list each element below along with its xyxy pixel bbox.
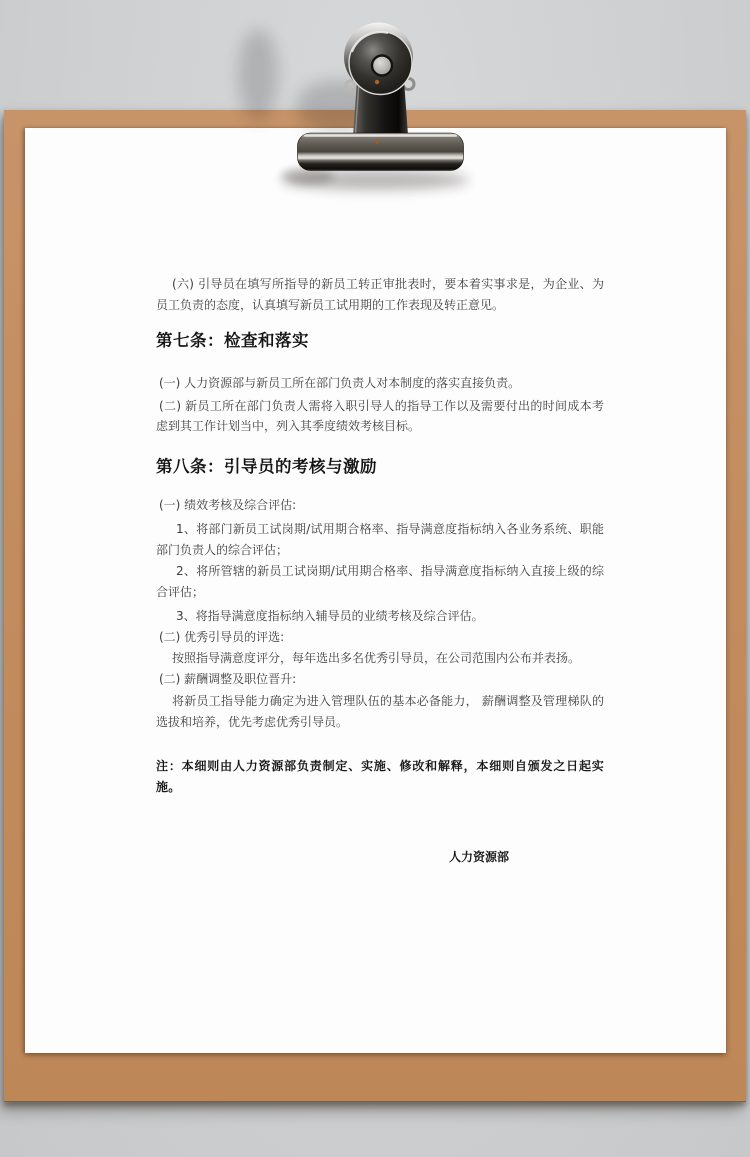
- article8-item-2: (二) 优秀引导员的评选:: [159, 629, 285, 644]
- clip-wall-shadow: [238, 29, 278, 121]
- article7-item-2: (二) 新员工所在部门负责人需将入职引导人的指导工作以及需要付出的时间成本考虑到其工作计划当中，列入其季度绩效考核目标。: [156, 398, 604, 433]
- article8-item2-detail: 按照指导满意度评分，每年选出多名优秀引导员，在公司范围内公布并表扬。: [172, 651, 581, 665]
- article7-item-1: (一) 人力资源部与新员工所在部门负责人对本制度的落实直接负责。: [159, 376, 521, 390]
- paragraph-clause-6: (六) 引导员在填写所指导的新员工转正审批表时，要本着实事求是，为企业、为员工负责的态度，认真填写新员工试用期的工作表现及转正意见。: [156, 277, 604, 312]
- article8-item1-sub-2: 2、将所管辖的新员工试岗期/试用期合格率、指导满意度指标纳入直接上级的综合评估；: [156, 564, 604, 599]
- article8-item-3: (二) 薪酬调整及职位晋升:: [159, 671, 297, 686]
- article8-item1-sub-1: 1、将部门新员工试岗期/试用期合格率、指导满意度指标纳入各业务系统、职能部门负责人的综合评估；: [156, 522, 604, 557]
- article8-item1-sub-3: 3、将指导满意度指标纳入辅导员的业绩考核及综合评估。: [176, 609, 484, 623]
- note-line: 注：本细则由人力资源部负责制定、实施、修改和解释，本细则自颁发之日起实施。: [156, 759, 604, 794]
- article8-item-1: (一) 绩效考核及综合评估:: [159, 497, 297, 512]
- clip-glint-orange: [375, 80, 379, 84]
- article8-item3-detail: 将新员工指导能力确定为进入管理队伍的基本必备能力， 薪酬调整及管理梯队的选拔和培养，优先考虑优秀引导员。: [156, 694, 604, 729]
- signature-department: 人力资源部: [448, 850, 509, 864]
- heading-article-7: 第七条：检查和落实: [156, 331, 309, 350]
- paper-sheet: [25, 128, 726, 1053]
- clip-hole: [372, 56, 392, 76]
- binder-clip-icon: [220, 0, 540, 220]
- clip-base: [298, 133, 464, 171]
- heading-article-8: 第八条：引导员的考核与激励: [156, 456, 377, 476]
- document-content: [25, 128, 726, 868]
